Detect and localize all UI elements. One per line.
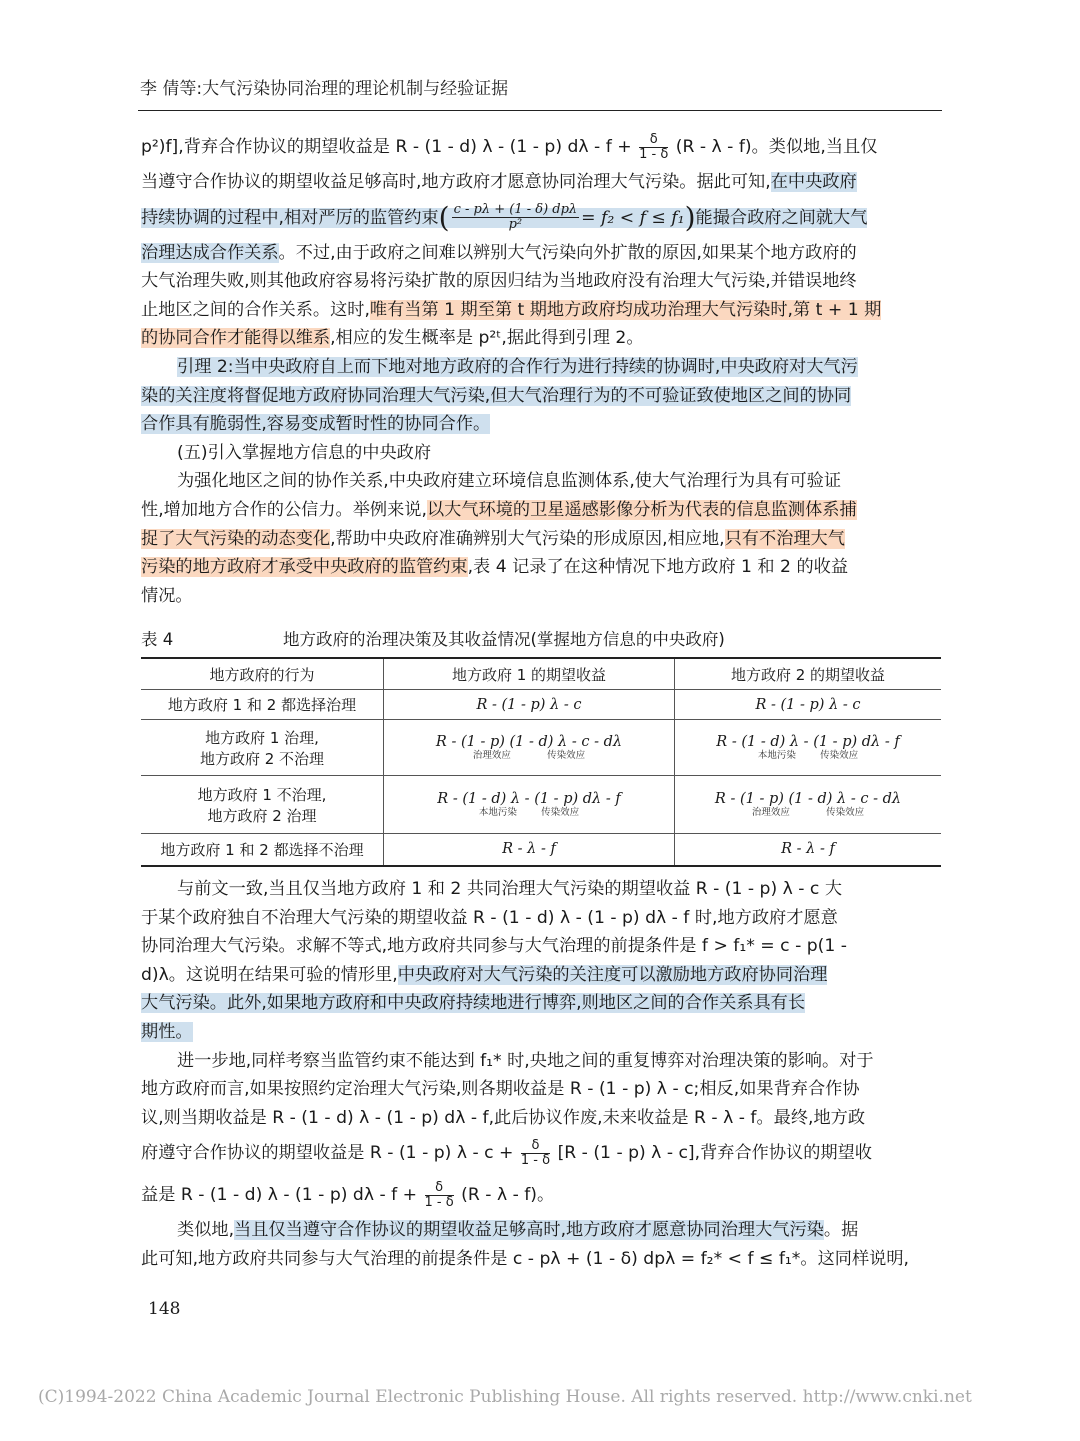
table-header: 地方政府 2 的期望收益 bbox=[675, 658, 942, 690]
fraction: $\frac{\text{c - pλ + (1 - δ) dpλ}}{\text{p²}}$ bbox=[453, 202, 578, 233]
highlight: 当且仅当遵守合作协议的期望收益足够高时,地方政府才愿意协同治理大气污染 bbox=[234, 1220, 824, 1241]
table-cell: R - λ - f bbox=[675, 834, 942, 866]
table-label: 表 4 bbox=[141, 630, 174, 649]
lemma2-line3 bbox=[141, 410, 941, 439]
lemma2-line1 bbox=[141, 353, 941, 382]
highlight: 中央政府对大气污染的关注度可以激励地方政府协同治理 bbox=[397, 964, 828, 985]
para2-line3: 捉了大气污染的动态变化,帮助中央政府准确辨别大气污染的形成原因,相应地,只有不治理大气 bbox=[141, 528, 845, 549]
para2-line2: 性,增加地方合作的公信力。举例来说,以大气环境的卫星遥感影像分析为代表的信息监测体系捕 bbox=[141, 499, 857, 520]
table-row bbox=[141, 720, 941, 776]
table-header: 地方政府 1 的期望收益 bbox=[384, 658, 675, 690]
table-row bbox=[141, 690, 941, 720]
page-number: 148 bbox=[148, 1299, 181, 1319]
body-text-bottom bbox=[141, 875, 941, 1274]
table-cell: R - (1 - d) λ - (1 - p) dλ - f 本地污染 传染效应 bbox=[675, 720, 942, 776]
body-text-top bbox=[141, 126, 941, 610]
highlight: 在中央政府 bbox=[770, 172, 857, 192]
highlight: ( $\frac{\text{c - pλ + (1 - δ) dpλ}}{\text{p²}}$ = f₂ < f ≤ f₁) bbox=[438, 200, 696, 234]
table-row bbox=[141, 834, 941, 866]
highlight: 持续协调的过程中,相对严厉的监管约束 bbox=[141, 207, 439, 228]
para3-line2: 于某个政府独自不治理大气污染的期望收益 R - (1 - d) λ - (1 - p) dλ - f 时,地方政府才愿意 bbox=[141, 907, 838, 928]
table-cell: 地方政府 1 和 2 都选择不治理 bbox=[141, 834, 384, 866]
highlight: 期性。 bbox=[141, 1021, 193, 1042]
highlight: 以大气环境的卫星遥感影像分析为代表的信息监测体系捕 bbox=[426, 499, 857, 520]
table-cell: R - λ - f bbox=[384, 834, 675, 866]
payoff-table bbox=[141, 657, 941, 867]
highlight: 治理达成合作关系 bbox=[141, 242, 279, 263]
highlight: 能撮合政府之间就大气 bbox=[695, 207, 868, 228]
highlight: 污染的地方政府才承受中央政府的监管约束 bbox=[141, 557, 468, 578]
table-cell: R - (1 - p) (1 - d) λ - c - dλ 治理效应 传染效应 bbox=[675, 776, 942, 834]
highlight: 大气污染。此外,如果地方政府和中央政府持续地进行博弈,则地区之间的合作关系具有长 bbox=[141, 993, 806, 1014]
fraction: $\frac{\delta}{1 - \delta}$ bbox=[520, 1137, 551, 1168]
highlight: 唯有当第 1 期至第 t 期地方政府均成功治理大气污染时,第 t + 1 期 bbox=[369, 299, 882, 320]
table-row bbox=[141, 776, 941, 834]
table-cell: 地方政府 1 治理, 地方政府 2 不治理 bbox=[141, 720, 384, 776]
para2-line5: 情况。 bbox=[141, 585, 193, 606]
para3-line1: 与前文一致,当且仅当地方政府 1 和 2 共同治理大气污染的期望收益 R - (1 - p) λ - c 大 bbox=[177, 879, 843, 899]
para4-line3: 议,则当期收益是 R - (1 - d) λ - (1 - p) dλ - f,此后协议作废,未来收益是 R - λ - f。最终,地方政 bbox=[141, 1107, 866, 1128]
para3-line5 bbox=[141, 989, 941, 1018]
table-cell: 地方政府 1 不治理, 地方政府 2 治理 bbox=[141, 776, 384, 834]
para2-line1: 为强化地区之间的协作关系,中央政府建立环境信息监测体系,使大气治理行为具有可验证 bbox=[177, 471, 842, 492]
highlight: 合作具有脆弱性,容易变成暂时性的协同合作。 bbox=[141, 414, 491, 435]
para1-line7: 的协同合作才能得以维系,相应的发生概率是 p²ᵗ,据此得到引理 2。 bbox=[141, 328, 644, 349]
table-title: 地方政府的治理决策及其收益情况(掌握地方信息的中央政府) bbox=[283, 630, 725, 649]
highlight: 的协同合作才能得以维系 bbox=[141, 328, 331, 349]
para1-line4: 治理达成合作关系。不过,由于政府之间难以辨别大气污染向外扩散的原因,如果某个地方政府的 bbox=[141, 242, 857, 263]
para1-line5: 大气治理失败,则其他政府容易将污染扩散的原因归结为当地政府没有治理大气污染,并错误地终 bbox=[141, 271, 857, 292]
highlight: 捉了大气污染的动态变化 bbox=[141, 528, 331, 549]
para3-line6 bbox=[141, 1018, 941, 1047]
table-cell: 地方政府 1 和 2 都选择治理 bbox=[141, 690, 384, 720]
para3-line3: 协同治理大气污染。求解不等式,地方政府共同参与大气治理的前提条件是 f > f₁* = c - p(1 - bbox=[141, 936, 847, 957]
section-title: (五)引入掌握地方信息的中央政府 bbox=[177, 442, 432, 463]
para3-line4: d)λ。这说明在结果可验的情形里,中央政府对大气污染的关注度可以激励地方政府协同治理 bbox=[141, 964, 828, 985]
para4-line5: 益是 R - (1 - d) λ - (1 - p) dλ - f + $\frac{\delta}{1 - \delta}$ (R - λ - f)。 bbox=[141, 1179, 555, 1210]
para4-line4: 府遵守合作协议的期望收益是 R - (1 - p) λ - c + $\frac{\delta}{1 - \delta}$ [R - (1 - p) λ - c],背弃合作协议的期望收 bbox=[141, 1137, 872, 1168]
para1-line6: 止地区之间的合作关系。这时,唯有当第 1 期至第 t 期地方政府均成功治理大气污染时,第 t + 1 期 bbox=[141, 299, 882, 320]
copyright-footer: (C)1994-2022 China Academic Journal Electronic Publishing House. All rights reserved. http://www.cnki.net bbox=[38, 1387, 972, 1407]
para4-line1: 进一步地,同样考察当监管约束不能达到 f₁* 时,央地之间的重复博弈对治理决策的影响。对于 bbox=[177, 1050, 874, 1071]
fraction: $\frac{\delta}{1 - \delta}$ bbox=[639, 131, 669, 162]
para1-line1: p²)f],背弃合作协议的期望收益是 R - (1 - d) λ - (1 - p) dλ - f + $\frac{\delta}{1 - \delta}$ (R - λ - f)。类似地,当且仅 bbox=[141, 131, 878, 162]
para1-line2: 当遵守合作协议的期望收益足够高时,地方政府才愿意协同治理大气污染。据此可知,在中央政府 bbox=[141, 172, 857, 192]
running-header: 李 倩等:大气污染协同治理的理论机制与经验证据 bbox=[140, 79, 509, 99]
highlight: 只有不治理大气 bbox=[724, 528, 845, 549]
lemma2-line2 bbox=[141, 382, 941, 411]
table-header: 地方政府的行为 bbox=[141, 658, 384, 690]
fraction: $\frac{\delta}{1 - \delta}$ bbox=[424, 1179, 454, 1210]
para4-line2: 地方政府而言,如果按照约定治理大气污染,则各期收益是 R - (1 - p) λ - c;相反,如果背弃合作协 bbox=[141, 1079, 860, 1100]
header-rule bbox=[138, 110, 942, 111]
para2-line4: 污染的地方政府才承受中央政府的监管约束,表 4 记录了在这种情况下地方政府 1 和 2 的收益 bbox=[141, 557, 849, 578]
para5-line1: 类似地,当且仅当遵守合作协议的期望收益足够高时,地方政府才愿意协同治理大气污染。据 bbox=[177, 1220, 859, 1241]
table-cell: R - (1 - p) λ - c bbox=[675, 690, 942, 720]
table-cell: R - (1 - d) λ - (1 - p) dλ - f 本地污染 传染效应 bbox=[384, 776, 675, 834]
para1-line3 bbox=[141, 197, 941, 239]
table-cell: R - (1 - p) (1 - d) λ - c - dλ 治理效应 传染效应 bbox=[384, 720, 675, 776]
para5-line2: 此可知,地方政府共同参与大气治理的前提条件是 c - pλ + (1 - δ) dpλ = f₂* < f ≤ f₁*。这同样说明, bbox=[141, 1248, 909, 1269]
table-header-row bbox=[141, 658, 941, 690]
highlight: 引理 2:当中央政府自上而下地对地方政府的合作行为进行持续的协调时,中央政府对大气污 bbox=[177, 356, 858, 377]
highlight: 染的关注度将督促地方政府协同治理大气污染,但大气治理行为的不可验证致使地区之间的协同 bbox=[141, 385, 852, 406]
table-cell: R - (1 - p) λ - c bbox=[384, 690, 675, 720]
